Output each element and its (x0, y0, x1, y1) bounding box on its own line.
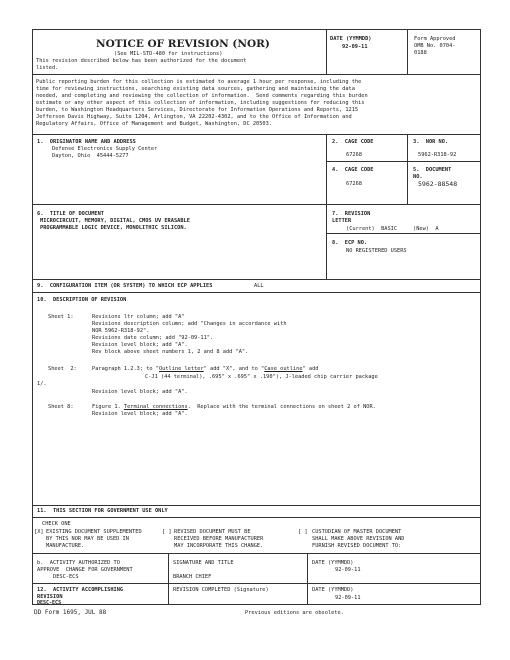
sheet2-line2: C-J1 (44 terminal), .695" x .695" x .190"), J-leaded chip carrier package (145, 374, 378, 380)
cage-code-value: 67268 (346, 152, 362, 158)
option-b-text: REVISED DOCUMENT MUST BE RECEIVED BEFORE MANUFACTURER MAY INCORPORATE THIS CHANGE. (174, 529, 264, 549)
revision-completed-label: REVISION COMPLETED (Signature) (173, 587, 269, 593)
cage-code-label-2: 4. CAGE CODE (332, 167, 374, 173)
rule (168, 553, 169, 605)
document-number-label: 5. DOCUMENT NO. (413, 167, 452, 180)
government-use-label: 11. THIS SECTION FOR GOVERNMENT USE ONLY (37, 508, 168, 514)
rule (407, 29, 408, 74)
configuration-item-label: 9. CONFIGURATION ITEM (OR SYSTEM) TO WHICH ECP APPLIES (37, 283, 213, 289)
rule (326, 161, 481, 162)
sheet2-line3: 1/. (37, 381, 47, 387)
ecp-number-label: 8. ECP NO. (332, 240, 368, 246)
approving-activity-label: b. ACTIVITY AUTHORIZED TO APPROVE CHANGE FOR GOVERNMENT (37, 560, 133, 573)
signature-title-label: SIGNATURE AND TITLE (173, 560, 234, 566)
rule (32, 517, 481, 518)
rule (307, 553, 308, 605)
option-c-checkbox[interactable]: [ ] (298, 529, 308, 535)
sheet1-text: Revisions ltr column; add "A" Revisions description column; add "Changes in accordance with NOR 5962-R318-92". Revisions date column; add "92-09-11". Revision level block; add "A". Rev block above sheet numbers 1, 2 and 8 add "A". (92, 314, 287, 355)
accomplishing-activity-value: DESC-ECS (37, 600, 62, 606)
rule (32, 279, 481, 280)
sheet8-line2: Revision level block; add "A". (92, 411, 188, 417)
originator-address: Defense Electronics Supply Center Dayton, Ohio 45444-5277 (52, 146, 158, 159)
option-c-text: CUSTODIAN OF MASTER DOCUMENT SHALL MAKE ABOVE REVISION AND FURNISH REVISED DOCUMENT TO: (312, 529, 405, 549)
completion-date-label: DATE (YYMMDD) (312, 587, 354, 593)
rule (326, 233, 481, 234)
description-label: 10. DESCRIPTION OF REVISION (37, 297, 127, 303)
cage-code-value-2: 67268 (346, 181, 362, 187)
revision-letter-label: 7. REVISION LETTER (332, 211, 371, 224)
rule (32, 505, 481, 506)
sheet2-label: Sheet 2: (48, 366, 77, 372)
option-a-checkbox[interactable]: [X] (34, 529, 44, 535)
rule (326, 29, 327, 74)
rule (32, 74, 481, 75)
form-title: NOTICE OF REVISION (NOR) (96, 38, 270, 50)
sheet8-label: Sheet 8: (48, 404, 74, 410)
date-value: 92-09-11 (342, 44, 368, 50)
obsolete-note: Previous editions are obsolete. (245, 610, 344, 616)
date-label: DATE (YYMMDD) (330, 36, 372, 42)
rule (407, 134, 408, 204)
document-number-value: 5962-88548 (418, 180, 458, 188)
option-b-checkbox[interactable]: [ ] (162, 529, 172, 535)
revision-letter-new: (New) A (413, 226, 439, 232)
revision-letter-current: (Current) BASIC (346, 226, 398, 232)
approval-date-label: DATE (YYMMDD) (312, 560, 354, 566)
completion-date-value: 92-09-11 (335, 595, 361, 601)
sheet8-line1: Figure 1. Terminal connections. Replace with the terminal connections on sheet 2 of NOR. (92, 404, 376, 410)
originator-label: 1. ORIGINATOR NAME AND ADDRESS (37, 139, 136, 145)
authorization-note: This revision described below has been authorized for the document listed. (36, 58, 247, 71)
rule (32, 204, 481, 205)
rule (326, 134, 327, 279)
configuration-item-value: ALL (254, 283, 264, 289)
nor-number-value: 5962-R318-92 (418, 152, 457, 158)
form-approved: Form Approved OMB No. 0704- 0188 (414, 36, 456, 56)
approving-activity-value: DESC-ECS (53, 574, 79, 580)
accomplishing-activity-label: 12. ACTIVITY ACCOMPLISHING REVISION (37, 587, 124, 600)
rule (32, 583, 481, 584)
burden-statement: Public reporting burden for this collection is estimated to average 1 hour per response, including the time for reviewing instructions, searching existing data sources, gathering and maintaining the data needed, and completing and reviewing the collection of information. Send comments regarding this burden estimate or any other aspect of this collection of information, including suggestions for reducing this burden, to Washington Headquarters Services, Directorate for Information Operations and Reports, 1215 Jefferson Davis Highway, Suite 1204, Arlington, VA 22202-4302, and to the Office of Information and Regulatory Affairs, Office of Management and Budget, Washington, DC 20503. (36, 79, 368, 127)
rule (32, 553, 481, 554)
ecp-number-value: NO REGISTERED USERS (346, 248, 407, 254)
form-subtitle: (See MIL-STD-480 for instructions) (114, 51, 223, 57)
signature-title-value: BRANCH CHIEF (173, 574, 212, 580)
nor-number-label: 3. NOR NO. (413, 139, 449, 145)
sheet1-label: Sheet 1: (48, 314, 74, 320)
form-number: DD Form 1695, JUL 88 (34, 609, 107, 616)
check-one-label: CHECK ONE (42, 521, 71, 527)
sheet2-line1: Paragraph 1.2.3; to "Outline letter" add "X", and to "Case outline" add (92, 366, 319, 372)
document-title-value: MICROCIRCUIT, MEMORY, DIGITAL, CMOS UV ERASABLE PROGRAMMABLE LOGIC DEVICE, MONOLITHIC SILICON. (40, 218, 190, 231)
rule (32, 134, 481, 135)
rule (32, 292, 481, 293)
option-a-text: EXISTING DOCUMENT SUPPLEMENTED BY THIS NOR MAY BE USED IN MANUFACTURE. (46, 529, 142, 549)
sheet2-line4: Revision level block; add "A". (92, 389, 188, 395)
document-title-label: 6. TITLE OF DOCUMENT (37, 211, 104, 217)
cage-code-label: 2. CAGE CODE (332, 139, 374, 145)
approval-date-value: 92-09-11 (335, 567, 361, 573)
